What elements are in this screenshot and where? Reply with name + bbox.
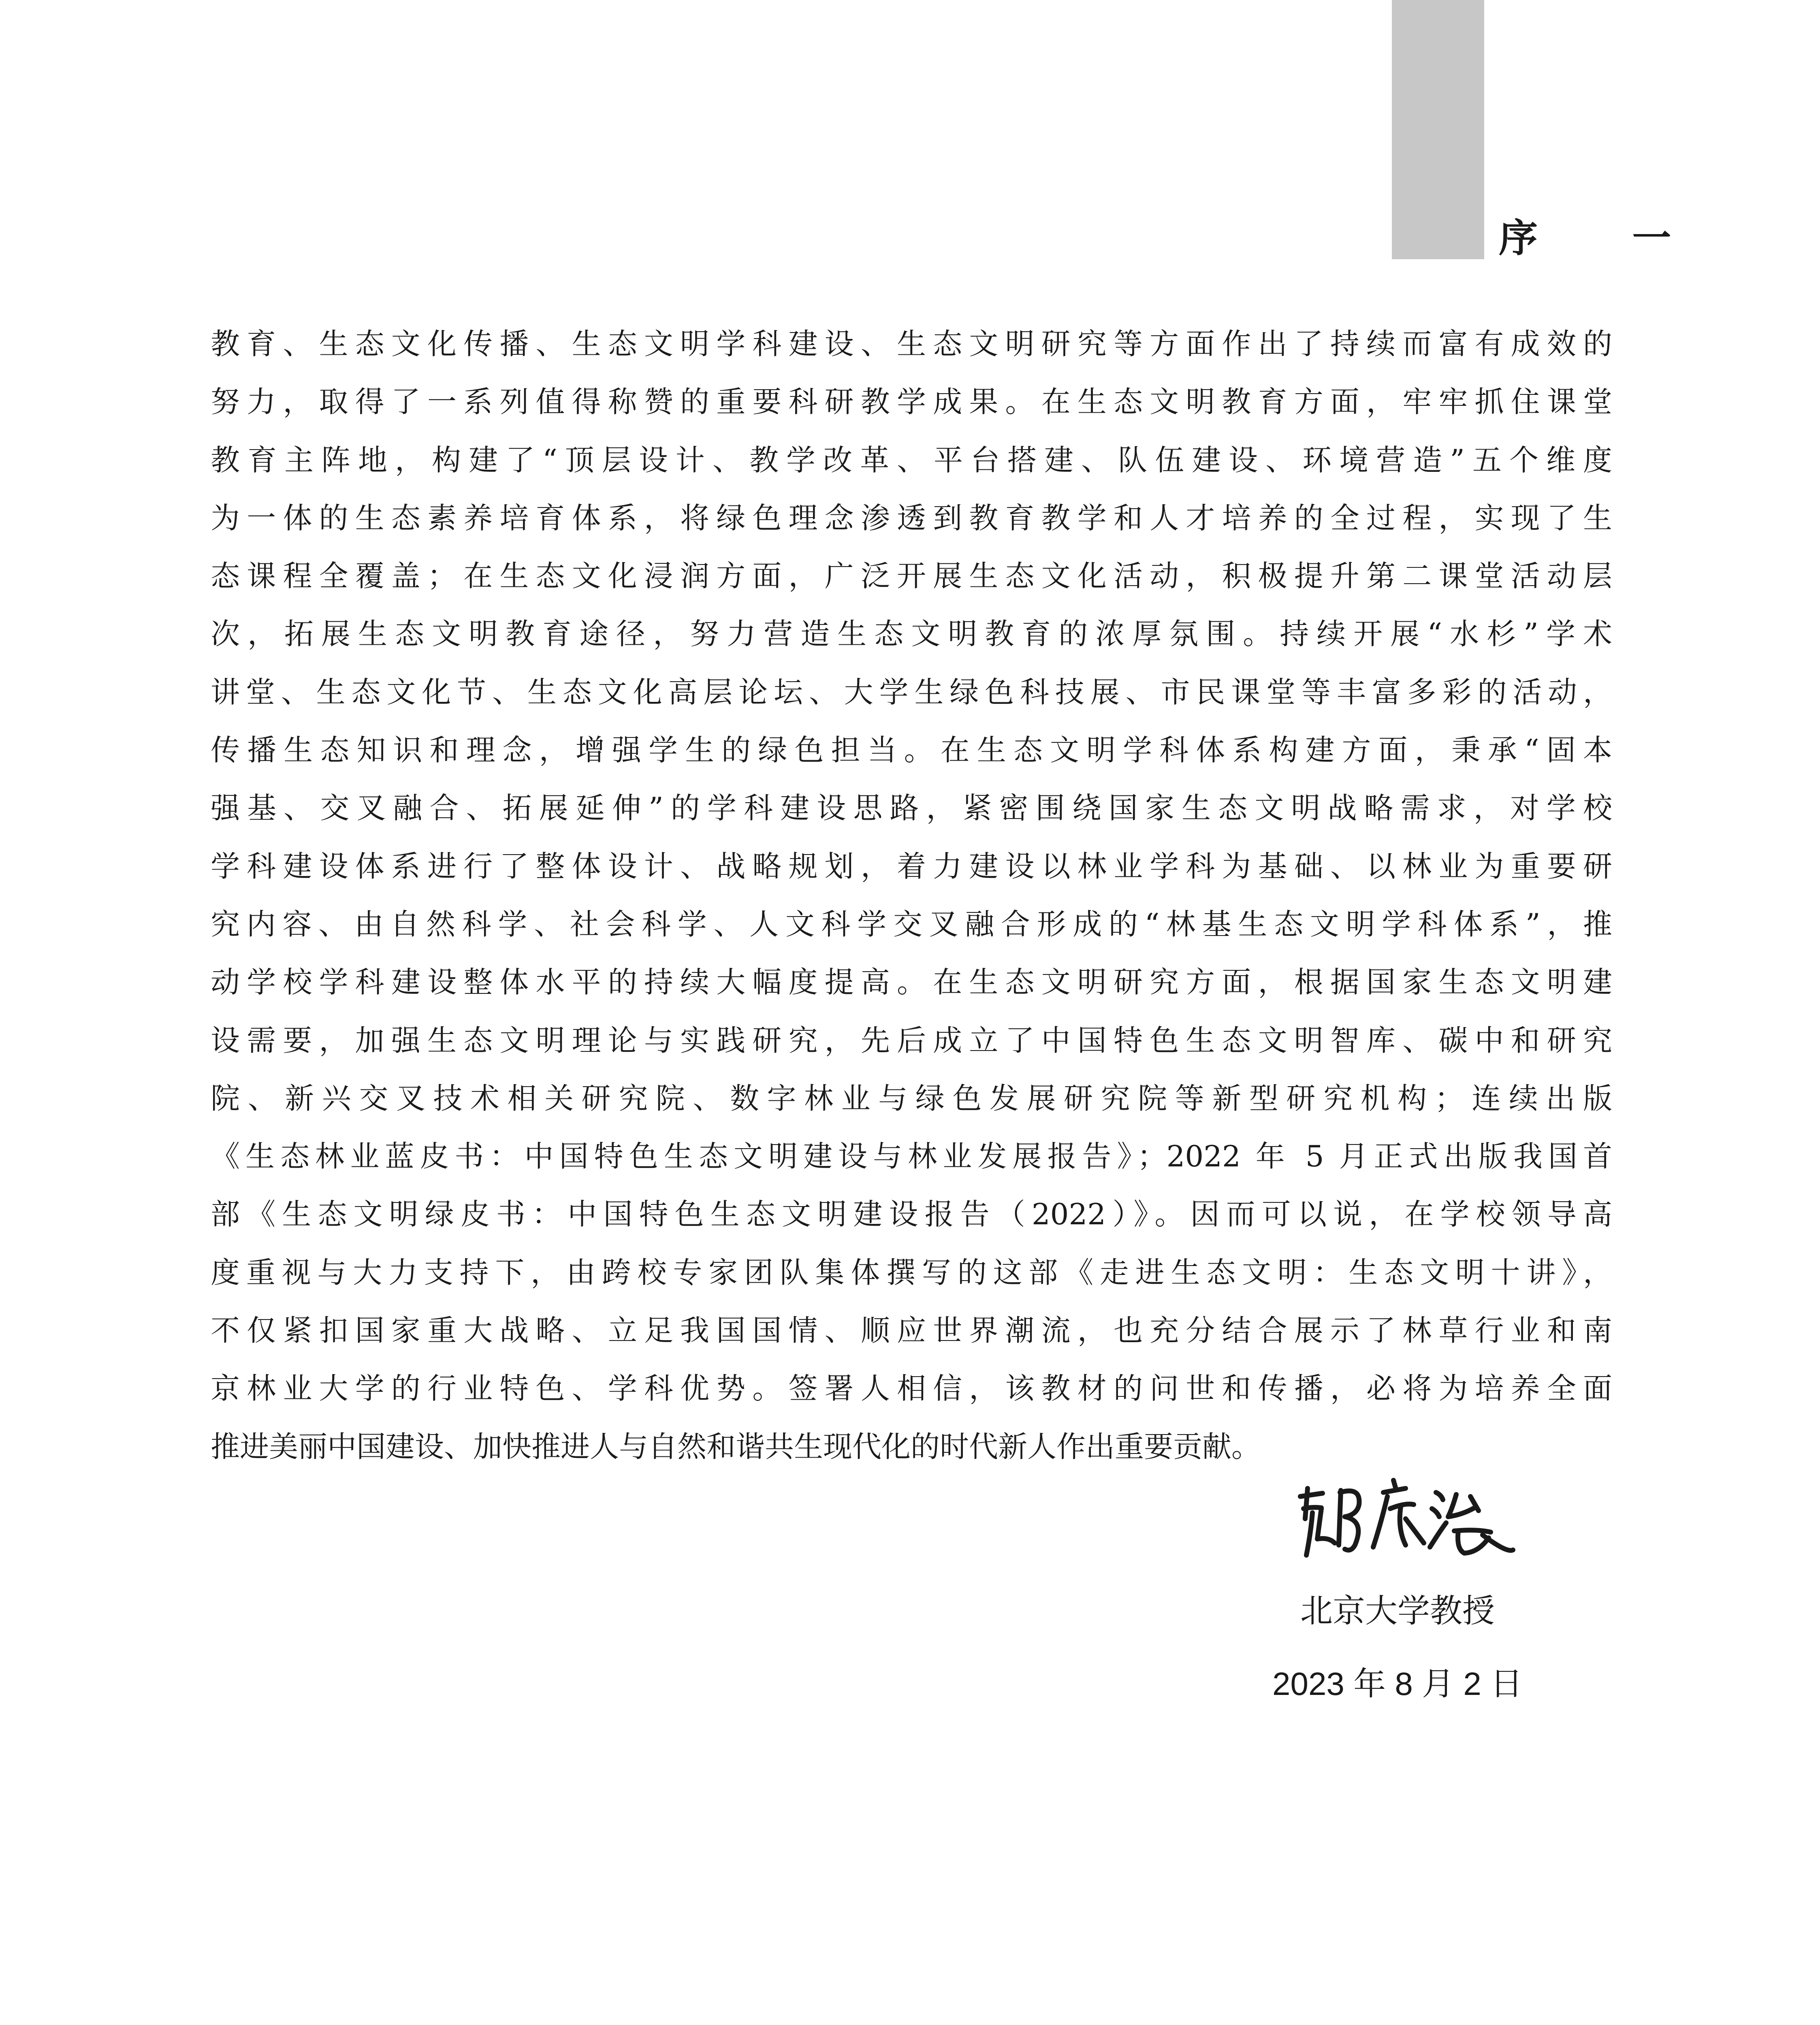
body-line: 院、新兴交叉技术相关研究院、数字林业与绿色发展研究院等新型研究机构；连续出版	[211, 1081, 1612, 1115]
section-title: 序 一	[1499, 215, 1712, 261]
body-line: 学科建设体系进行了整体设计、战略规划，着力建设以林业学科为基础、以林业为重要研	[211, 849, 1612, 883]
body-line: 努力，取得了一系列值得称赞的重要科研教学成果。在生态文明教育方面，牢牢抓住课堂	[211, 385, 1612, 419]
body-line: 动学校学科建设整体水平的持续大幅度提高。在生态文明研究方面，根据国家生态文明建	[211, 965, 1612, 1000]
body-line: 讲堂、生态文化节、生态文化高层论坛、大学生绿色科技展、市民课堂等丰富多彩的活动，	[211, 675, 1612, 709]
body-line: 推进美丽中国建设、加快推进人与自然和谐共生现代化的时代新人作出重要贡献。	[211, 1429, 1261, 1464]
body-line: 教育、生态文化传播、生态文明学科建设、生态文明研究等方面作出了持续而富有成效的	[211, 327, 1612, 361]
handwritten-signature	[1284, 1448, 1519, 1582]
body-line: 次，拓展生态文明教育途径，努力营造生态文明教育的浓厚氛围。持续开展“水杉”学术	[211, 617, 1612, 651]
body-line: 度重视与大力支持下，由跨校专家团队集体撰写的这部《走进生态文明：生态文明十讲》，	[211, 1255, 1612, 1290]
body-line: 传播生态知识和理念，增强学生的绿色担当。在生态文明学科体系构建方面，秉承“固本	[211, 733, 1612, 767]
header-tab-block	[1392, 0, 1484, 259]
body-line: 强基、交叉融合、拓展延伸”的学科建设思路，紧密围绕国家生态文明战略需求，对学校	[211, 791, 1612, 825]
body-line: 设需要，加强生态文明理论与实践研究，先后成立了中国特色生态文明智库、碳中和研究	[211, 1023, 1612, 1057]
body-line: 部《生态文明绿皮书：中国特色生态文明建设报告（2022）》。因而可以说，在学校领导高	[211, 1197, 1612, 1232]
body-line: 京林业大学的行业特色、学科优势。签署人相信，该教材的问世和传播，必将为培养全面	[211, 1371, 1612, 1406]
body-line: 态课程全覆盖；在生态文化浸润方面，广泛开展生态文化活动，积极提升第二课堂活动层	[211, 559, 1612, 593]
body-line: 教育主阵地，构建了“顶层设计、教学改革、平台搭建、队伍建设、环境营造”五个维度	[211, 443, 1612, 477]
body-line: 为一体的生态素养培育体系，将绿色理念渗透到教育教学和人才培养的全过程，实现了生	[211, 501, 1612, 535]
body-line: 究内容、由自然科学、社会科学、人文科学交叉融合形成的“林基生态文明学科体系”，推	[211, 907, 1612, 941]
body-text	[211, 315, 1612, 1476]
body-line: 不仅紧扣国家重大战略、立足我国国情、顺应世界潮流，也充分结合展示了林草行业和南	[211, 1313, 1612, 1348]
author-affiliation: 北京大学教授	[1300, 1593, 1495, 1629]
body-line: 《生态林业蓝皮书：中国特色生态文明建设与林业发展报告》；2022 年 5 月正式出版我国首	[211, 1139, 1612, 1174]
date: 2023 年 8 月 2 日	[1272, 1666, 1523, 1702]
